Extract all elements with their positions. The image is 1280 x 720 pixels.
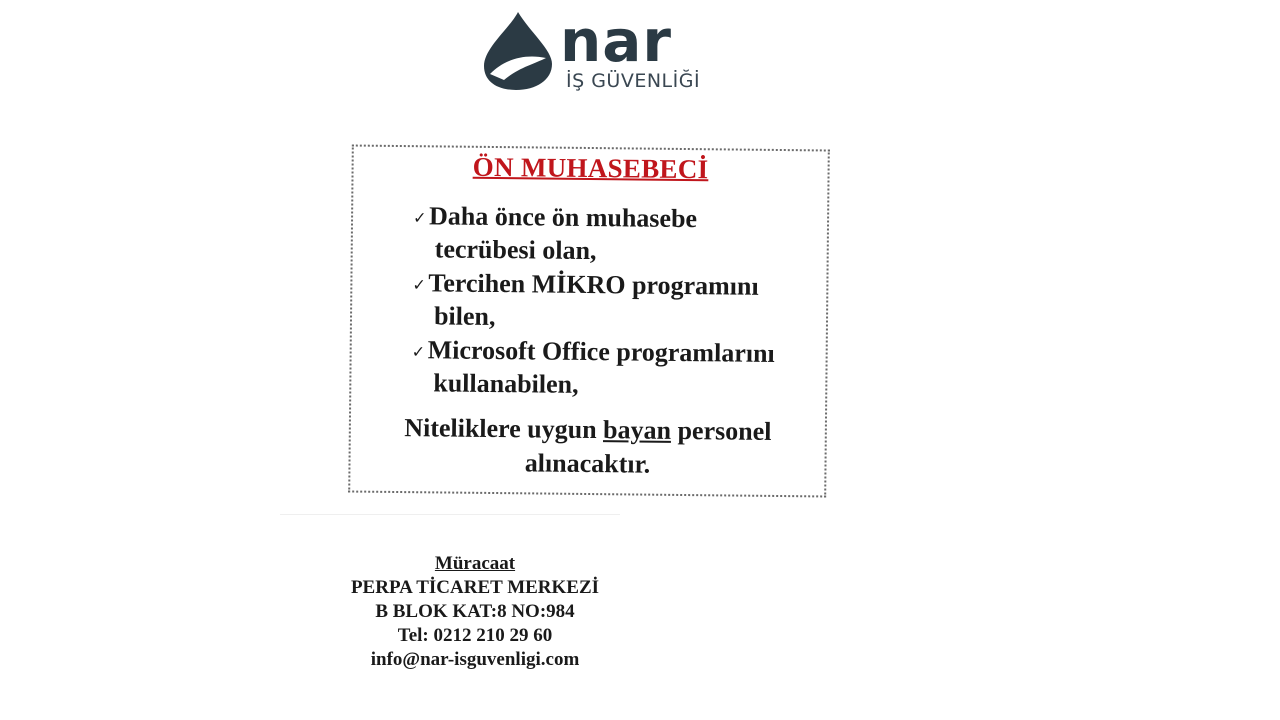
requirement-line: Tercihen MİKRO programını [428,268,759,301]
list-item [412,266,829,336]
job-notice-box [348,145,830,498]
requirement-line: Microsoft Office programlarını [427,335,775,368]
closing-text-line2: alınacaktır. [524,448,651,479]
scan-artifact-line [280,514,620,515]
contact-address-line: PERPA TİCARET MERKEZİ [350,577,600,598]
check-icon: ✓ [412,275,426,295]
logo-subtitle: İŞ GÜVENLİĞİ [566,70,701,92]
list-item [413,199,830,269]
closing-text: Niteliklere uygun [404,413,604,445]
requirement-line: kullanabilen, [433,368,579,399]
contact-email: info@nar-isguvenligi.com [370,649,580,670]
requirement-line: tecrübesi olan, [434,234,597,266]
logo-wordmark: nar [560,7,673,75]
check-icon: ✓ [412,208,427,228]
requirements-list [411,199,829,404]
requirement-line: Daha önce ön muhasebe [428,201,698,234]
contact-phone: Tel: 0212 210 29 60 [397,625,553,646]
water-drop-logo-icon [480,10,556,92]
company-logo [480,7,740,96]
contact-address-line: B BLOK KAT:8 NO:984 [375,601,575,622]
requirement-line: bilen, [433,301,496,332]
check-icon: ✓ [411,342,426,362]
closing-statement [350,411,825,484]
closing-text: personel [670,415,772,446]
contact-heading: Müracaat [434,553,516,574]
closing-underlined-word: bayan [602,415,672,445]
contact-block [330,552,620,672]
list-item [411,333,828,403]
job-title: ÖN MUHASEBECİ [472,151,709,185]
